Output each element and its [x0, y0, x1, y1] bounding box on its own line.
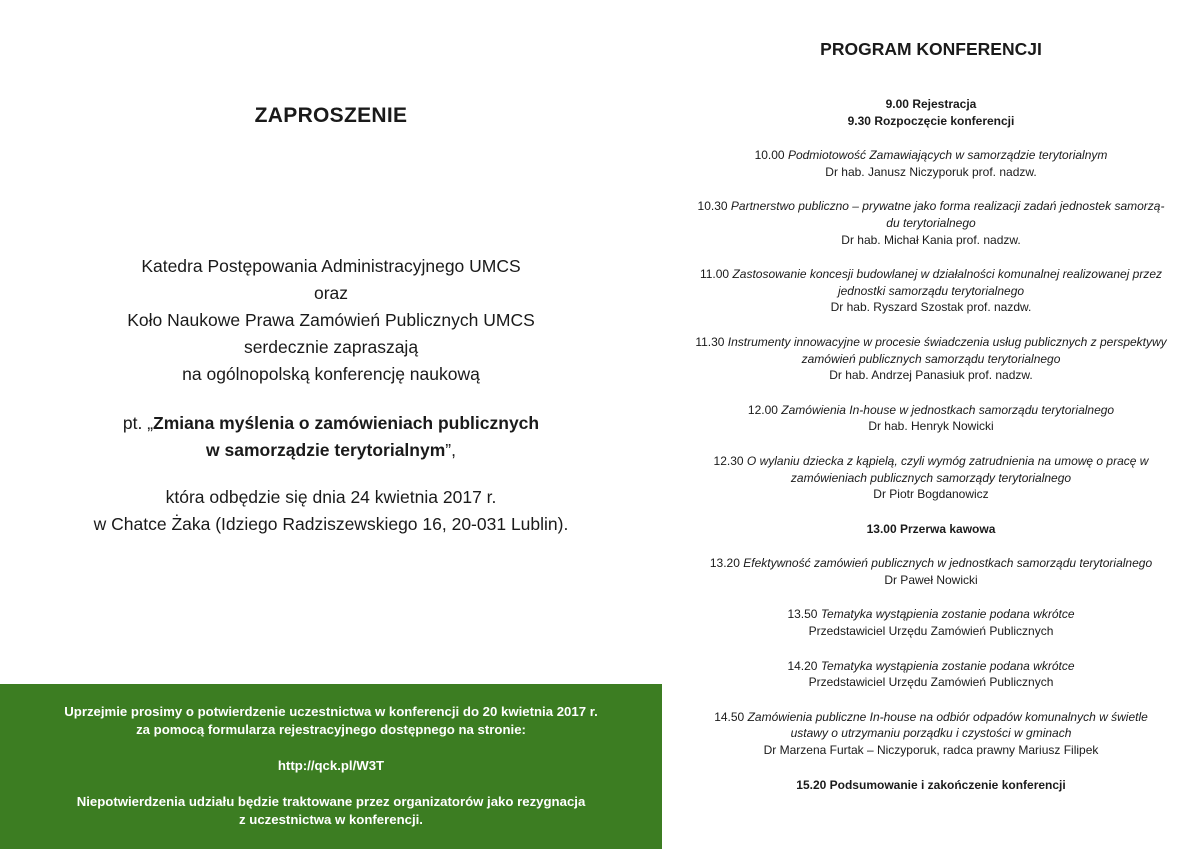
item-topic-line — [662, 453, 1200, 470]
notice-line-2: za pomocą formularza rejestracyjnego dostępnego na stronie: — [136, 722, 526, 737]
item-speaker: Dr Marzena Furtak – Niczyporuk, radca prawny Mariusz Filipek — [763, 743, 1099, 758]
program-item — [662, 555, 1200, 588]
topic-title-2: w samorządzie terytorialnym — [206, 440, 446, 460]
topic-prefix: pt. „ — [122, 413, 154, 433]
notice-line-1: Uprzejmie prosimy o potwierdzenie uczestnictwa w konferencji do 20 kwietnia 2017 r. — [64, 704, 598, 719]
topic-title-1: Zmiana myślenia o zamówieniach publicznych — [153, 413, 540, 433]
item-topic-line — [662, 658, 1200, 675]
item-topic: Partnerstwo publiczno – prywatne jako forma realizacji zadań jednostek samorzą- — [730, 199, 1165, 214]
notice-line-4: z uczestnictwa w konferencji. — [239, 812, 423, 827]
item-time: 14.50 — [714, 709, 745, 724]
item-topic-continued: du terytorialnego — [886, 215, 976, 230]
item-topic-continued: zamówień publicznych samorządu terytorialnego — [801, 351, 1061, 366]
item-time: 12.00 — [747, 402, 778, 417]
program-opening — [662, 96, 1200, 129]
program-closing — [662, 777, 1200, 794]
item-topic: Tematyka wystąpienia zostanie podana wkrótce — [820, 607, 1075, 622]
program-list — [662, 96, 1200, 811]
conference-place: w Chatce Żaka (Idziego Radziszewskiego 16, 20-031 Lublin). — [93, 514, 569, 534]
program-item — [662, 658, 1200, 691]
item-speaker: Dr hab. Andrzej Panasiuk prof. nadzw. — [829, 368, 1033, 383]
organizer-conjunction: oraz — [313, 283, 349, 303]
program-item — [662, 453, 1200, 503]
item-topic-line — [662, 147, 1200, 164]
closing-line: 15.20 Podsumowanie i zakończenie konferencji — [796, 777, 1066, 792]
program-item — [662, 402, 1200, 435]
item-topic-line — [662, 555, 1200, 572]
item-topic-line — [662, 198, 1200, 215]
item-topic: Zamówienia In-house w jednostkach samorządu terytorialnego — [781, 402, 1115, 417]
program-item — [662, 198, 1200, 248]
item-topic-line — [662, 266, 1200, 283]
item-topic: Podmiotowość Zamawiających w samorządzie terytorialnym — [787, 148, 1108, 163]
item-time: 10.30 — [697, 199, 728, 214]
item-speaker: Dr hab. Henryk Nowicki — [868, 419, 994, 434]
item-topic-continued: zamówieniach publicznych samorządy terytorialnego — [790, 470, 1072, 485]
item-time: 11.00 — [699, 267, 730, 282]
item-topic-line — [662, 334, 1200, 351]
program-item — [662, 147, 1200, 180]
opening-line: 9.30 Rozpoczęcie konferencji — [847, 113, 1015, 128]
notice-line-3: Niepotwierdzenia udziału będzie traktowane przez organizatorów jako rezygnacja — [76, 794, 586, 809]
topic-suffix: ”, — [445, 440, 456, 460]
item-speaker: Dr hab. Michał Kania prof. nadzw. — [841, 232, 1021, 247]
item-topic-continued: jednostki samorządu terytorialnego — [837, 283, 1025, 298]
invite-line-1: serdecznie zapraszają — [243, 337, 419, 357]
item-speaker: Dr hab. Janusz Niczyporuk prof. nadzw. — [825, 164, 1037, 179]
program-item — [662, 334, 1200, 384]
coffee-break-line: 13.00 Przerwa kawowa — [866, 521, 996, 536]
item-time: 14.20 — [787, 658, 818, 673]
item-time: 11.30 — [695, 334, 725, 349]
item-topic: Zastosowanie koncesji budowlanej w działalności komunalnej realizowanej przez — [732, 267, 1163, 282]
conference-date: która odbędzie się dnia 24 kwietnia 2017 r. — [165, 487, 497, 507]
item-topic: O wylaniu dziecka z kąpielą, czyli wymóg zatrudnienia na umowę o pracę w — [746, 453, 1149, 468]
item-time: 13.20 — [709, 556, 740, 571]
item-speaker: Dr hab. Ryszard Szostak prof. nazdw. — [830, 300, 1032, 315]
invite-line-2: na ogólnopolską konferencję naukową — [182, 364, 480, 384]
item-speaker: Dr Paweł Nowicki — [884, 572, 978, 587]
item-topic: Tematyka wystąpienia zostanie podana wkrótce — [820, 658, 1075, 673]
item-speaker: Przedstawiciel Urzędu Zamówień Publicznych — [808, 624, 1054, 639]
item-time: 12.30 — [713, 453, 744, 468]
confirmation-notice — [0, 684, 662, 849]
registration-link[interactable]: http://qck.pl/W3T — [277, 758, 385, 773]
program-title: PROGRAM KONFERENCJI — [820, 39, 1042, 59]
registration-line: 9.00 Rejestracja — [885, 97, 977, 111]
item-topic-line — [662, 606, 1200, 623]
item-topic: Zamówienia publiczne In-house na odbiór odpadów komunalnych w świetle — [747, 709, 1148, 724]
item-time: 13.50 — [787, 607, 818, 622]
item-topic: Efektywność zamówień publicznych w jednostkach samorządu terytorialnego — [743, 556, 1153, 571]
coffee-break — [662, 521, 1200, 538]
program-item — [662, 266, 1200, 316]
item-topic-line — [662, 709, 1200, 726]
item-speaker: Przedstawiciel Urzędu Zamówień Publicznych — [808, 675, 1054, 690]
conference-topic-line-1 — [0, 410, 662, 437]
organizer-1: Katedra Postępowania Administracyjnego UMCS — [141, 256, 521, 276]
item-speaker: Dr Piotr Bogdanowicz — [873, 487, 989, 502]
program-item — [662, 709, 1200, 759]
invitation-title: ZAPROSZENIE — [254, 104, 408, 127]
conference-topic-line-2 — [0, 437, 662, 464]
program-panel — [662, 0, 1200, 849]
item-topic: Instrumenty innowacyjne w procesie świadczenia usług publicznych z perspektywy — [727, 334, 1167, 349]
item-topic-line — [662, 402, 1200, 419]
item-topic-continued: ustawy o utrzymaniu porządku i czystości w gminach — [790, 726, 1072, 741]
program-item — [662, 606, 1200, 639]
organizer-2: Koło Naukowe Prawa Zamówień Publicznych UMCS — [127, 310, 535, 330]
item-time: 10.00 — [754, 148, 785, 163]
invitation-body — [0, 253, 662, 538]
